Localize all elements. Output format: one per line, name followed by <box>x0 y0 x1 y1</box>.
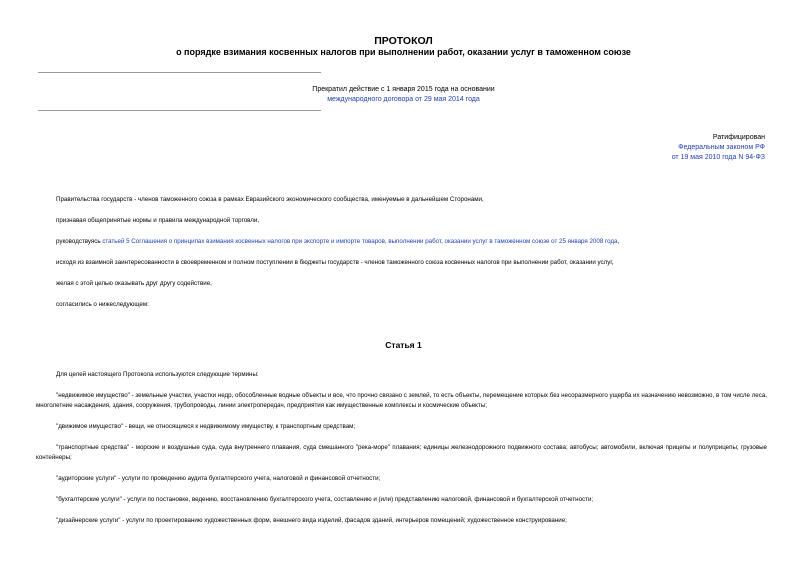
status-note <box>0 85 807 105</box>
article-heading: Статья 1 <box>385 340 422 350</box>
term-vehicles: "транспортные средства" - морские и воздушные суда, суда внутреннего плавания, суда смешанного "река-море" плавания; единицы железнодорожного подвижного состава; автобусы; автомобили, включая прицепы и полуприцепы; грузовые контейнеры; <box>36 444 767 461</box>
preamble-paragraph-6: согласились о нижеследующем: <box>56 301 149 308</box>
document-title: ПРОТОКОЛ <box>374 35 433 47</box>
ratification-block <box>672 133 765 163</box>
status-link[interactable]: международного договора от 29 мая 2014 года <box>327 96 480 103</box>
term-audit-services: "аудиторские услуги" - услуги по проведению аудита бухгалтерского учета, налоговой и финансовой отчетности; <box>56 475 381 482</box>
ratified-date-link[interactable]: от 19 мая 2010 года N 94-ФЗ <box>671 154 765 161</box>
preamble-p3-prefix: руководствуясь <box>56 238 103 245</box>
preamble-p3-suffix: , <box>617 238 620 245</box>
preamble-paragraph-1: Правительства государств - членов таможенного союза в рамках Евразийского экономического сообщества, именуемые в дальнейшем Сторонами, <box>56 196 484 203</box>
agreement-link[interactable]: статьей 5 Соглашения о принципах взимания косвенных налогов при экспорте и импорте товаров, выполнении работ, оказании услуг в таможенном союзе от 25 января 2008 года <box>102 238 618 245</box>
term-movable-property: "движимое имущество" - вещи, не относящиеся к недвижимому имуществу, к транспортным средствам; <box>56 423 356 430</box>
term-accounting-services: "бухгалтерские услуги" - услуги по постановке, ведению, восстановлению бухгалтерского учета, составлению и (или) представлению налоговой, финансовой и бухгалтерской отчетности; <box>56 496 594 503</box>
status-text: Прекратил действие с 1 января 2015 года на основании <box>312 86 495 93</box>
term-real-estate: "недвижимое имущество" - земельные участки, участки недр, обособленные водные объекты и все, что прочно связано с землей, то есть объекты, перемещение которых без несоразмерного ущерба их назначению невозможно, в том числе леса, многолетние насаждения, здания, сооружения, трубопроводы, линии электропередач, предприятия как имущественные комплексы и космические объекты; <box>36 392 767 409</box>
preamble-paragraph-3 <box>56 238 619 245</box>
ratified-law-link[interactable]: Федеральным законом РФ <box>678 144 765 151</box>
preamble-paragraph-4: исходя из взаимной заинтересованности в своевременном и полном поступлении в бюджеты государств - членов таможенного союза косвенных налогов при выполнении работ, оказании услуг, <box>56 259 614 266</box>
preamble-paragraph-2: признавая общепринятые нормы и правила международной торговли, <box>56 217 260 224</box>
ratified-label: Ратифицирован <box>712 134 765 141</box>
preamble-paragraph-5: желая с этой целью оказывать друг другу содействие, <box>56 280 212 287</box>
term-design-services: "дизайнерские услуги" - услуги по проектированию художественных форм, внешнего вида изделий, фасадов зданий, интерьеров помещений; художественное конструирование; <box>56 517 567 524</box>
document-subtitle: о порядке взимания косвенных налогов при выполнении работ, оказании услуг в таможенном союзе <box>176 47 631 57</box>
article-intro: Для целей настоящего Протокола используются следующие термины: <box>56 371 259 378</box>
divider-bottom <box>38 110 321 111</box>
divider-top <box>38 72 321 73</box>
